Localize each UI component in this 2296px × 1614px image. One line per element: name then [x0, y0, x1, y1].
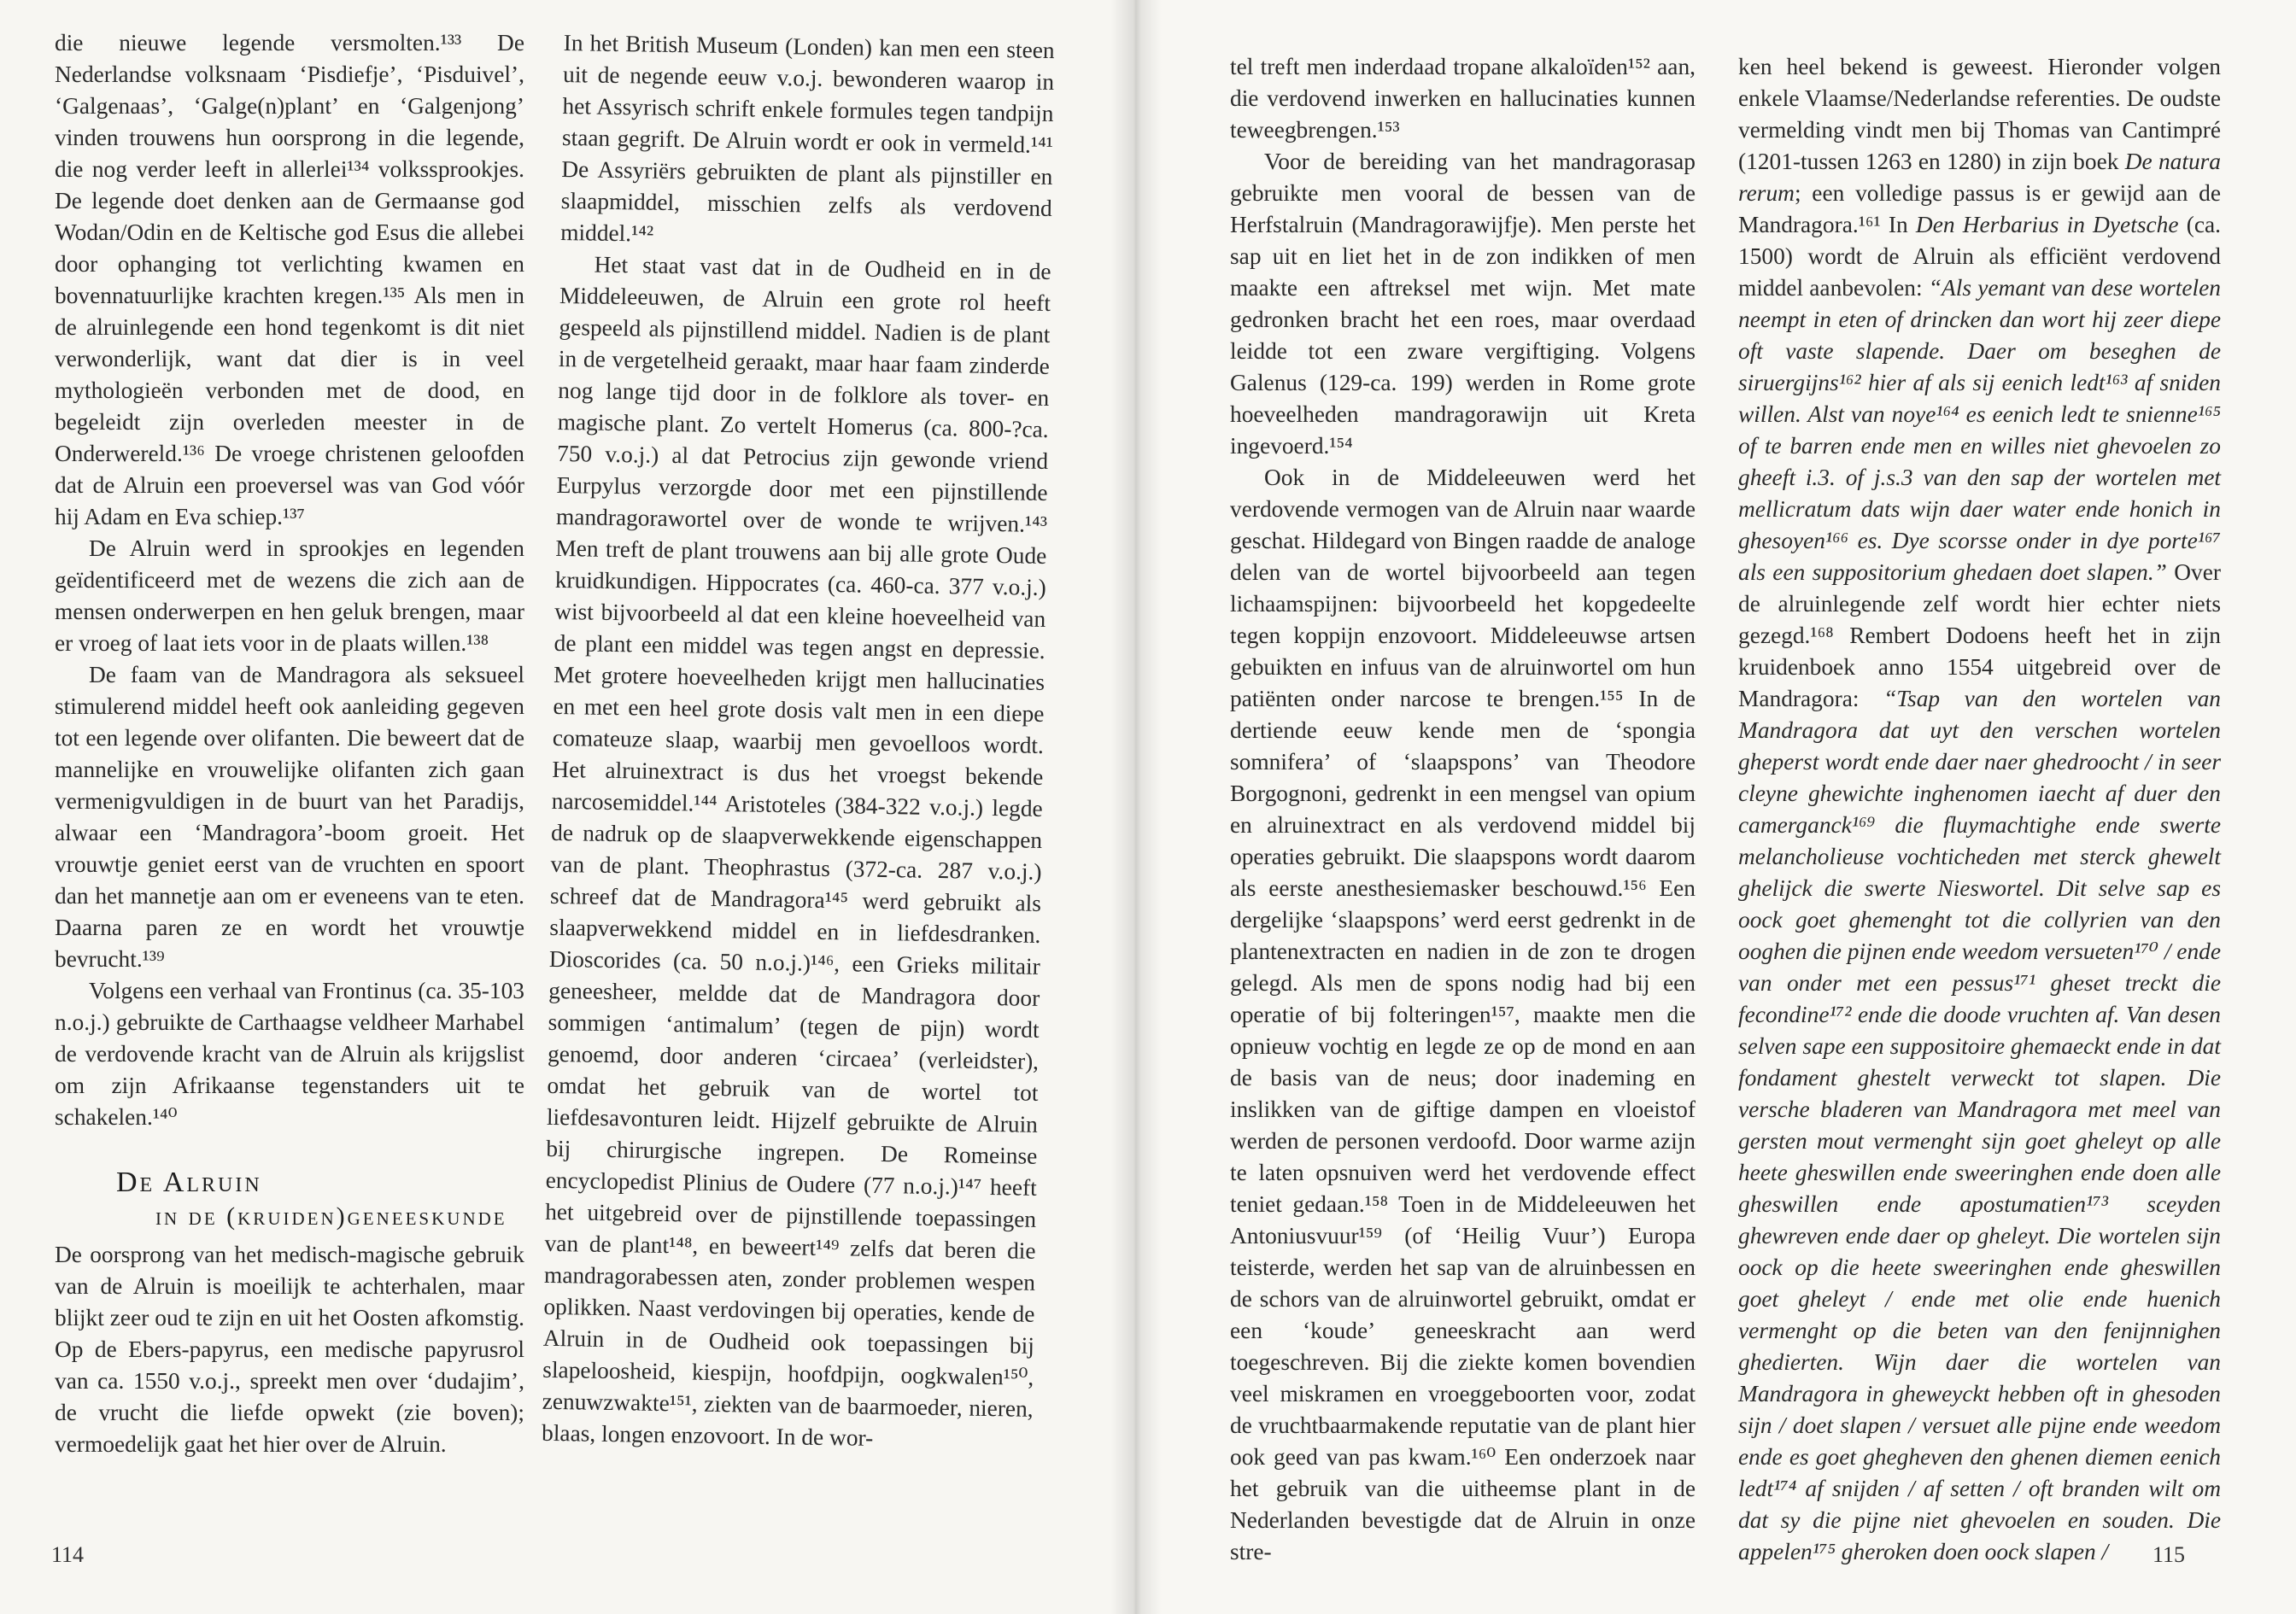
- section-heading-line2: in de (kruiden)geneeskunde: [155, 1202, 507, 1231]
- text-run: ; een volledige passus is er gewijd aan de Mandragora.¹⁶¹ In: [1738, 180, 2221, 237]
- right-page: [1136, 0, 2296, 1614]
- section-heading-line1: De Alruin: [116, 1167, 262, 1198]
- text-run: Over de alruinlegende zelf wordt hier echter niets gezegd.¹⁶⁸ Rembert Dodoens heeft het in zijn kruidenboek anno 1554 uitgebreid over de Mandragora:: [1738, 559, 2221, 711]
- page-number-left: 114: [51, 1542, 85, 1567]
- left-column-1: [55, 27, 524, 1513]
- paragraph: [1738, 51, 2221, 1568]
- paragraph: Volgens een verhaal van Frontinus (ca. 35-103 n.o.j.) gebruikte de Carthaagse veldheer Marhabel de verdovende kracht van de Alruin als krijgslist om zijn Afrikaanse tegenstanders uit te schakelen.¹⁴⁰: [55, 978, 524, 1130]
- page-number-right: 115: [2152, 1542, 2185, 1567]
- paragraph: Voor de bereiding van het mandragorasap gebruikte men vooral de bessen van de Herfstalruin (Mandragorawijfje). Men perste het sap uit en liet het in de zon indikken of men maakte een aftreksel met wijn. Met mate gedronken bracht het een roes, maar overdaad leidde tot een zware vergiftiging. Volgens Galenus (129-ca. 199) werden in Rome grote hoeveelheden mandragorawijn uit Kreta ingevoerd.¹⁵⁴: [1230, 149, 1696, 459]
- paragraph: Ook in de Middeleeuwen werd het verdovende vermogen van de Alruin naar waarde geschat. Hildegard von Bingen raadde de analoge delen van de wortel bijvoorbeeld aan tegen lichaamspijnen: bijvoorbeeld het kopgedeelte tegen koppijn enzovoort. Middeleeuwse artsen gebuikten en infuus van de alruinwortel om hun patiënten onder narcose te brengen.¹⁵⁵ In de dertiende eeuw kende men de ‘spongia somnifera’ of ‘slaapspons’ van Theodore Borgognoni, gedrenkt in een mengsel van opium en alruinextract en als verdovend middel bij operaties gebruikt. Die slaapspons wordt daarom als eerste anesthesiemasker beschouwd.¹⁵⁶ Een dergelijke ‘slaapspons’ werd eerst gedrenkt in de plantenextracten en nadien in de zon te drogen gelegd. Als men de spons nodig had bij een operatie of bij folteringen¹⁵⁷, maakte men die opnieuw vochtig en legde ze op de mond en aan de basis van de neus; door inademing en inslikken van de giftige dampen en vloeistof werden de personen verdoofd. Door warme azijn te laten opsnuiven werd het verdovende effect teniet gedaan.¹⁵⁸ Toen in de Middeleeuwen het Antoniusvuur¹⁵⁹ (of ‘Heilig Vuur’) Europa teisterde, werden het sap van de alruinbessen en de schors van de alruinwortel gebruikt, omdat er een ‘koude’ geneeskracht aan werd toegeschreven. Bij die ziekte komen bovendien veel miskramen en vroeggeboorten voor, zodat de vruchtbaarmakende reputatie van de plant hier ook geed van pas kwam.¹⁶⁰ Een onderzoek naar het gebruik van die uitheemse plant in de Nederlanden bevestigde dat de Alruin in onze stre-: [1230, 465, 1696, 1564]
- text-run: (ca. 1500) wordt de Alruin als efficiënt verdovend middel aanbevolen:: [1738, 212, 2221, 301]
- right-column-1: [1230, 51, 1696, 1564]
- left-page: [0, 0, 1136, 1614]
- left-column-2: [541, 27, 1055, 1521]
- text-run: ken heel bekend is geweest. Hieronder volgen enkele Vlaamse/Nederlandse referenties. De oudste vermelding vindt men bij Thomas van Cantimpré (1201-tussen 1263 en 1280) in zijn boek: [1738, 54, 2221, 174]
- paragraph: die nieuwe legende versmolten.¹³³ De Nederlandse volksnaam ‘Pisdiefje’, ‘Pisduivel’, ‘Galgenaas’, ‘Galge(n)plant’ en ‘Galgenjong’ vinden trouwens hun oorsprong in die legende, die nog verder leeft in allerlei¹³⁴ volkssprookjes. De legende doet denken aan de Germaanse god Wodan/Odin en de Keltische god Esus die allebei door ophanging tot verlichting kwamen en bovennatuurlijke krachten kregen.¹³⁵ Als men in de alruinlegende een hond tegenkomt is dit niet verwonderlijk, want dat dier is in veel mythologieën verbonden met de dood, en begeleidt zijn overleden meester in de Onderwereld.¹³⁶ De vroege christenen geloofden dat de Alruin een proeversel was van God vóór hij Adam en Eva schiep.¹³⁷: [55, 30, 524, 529]
- paragraph: De faam van de Mandragora als seksueel stimulerend middel heeft ook aanleiding gegeven tot een legende over olifanten. Die beweert dat de mannelijke en vrouwelijke olifanten zich gaan vermenigvuldigen in de buurt van het Paradijs, alwaar een ‘Mandragora’-boom groeit. Het vrouwtje geniet eerst van de vruchten en spoort dan het mannetje aan om er eveneens van te eten. Daarna paren ze en wordt het vrouwtje bevrucht.¹³⁹: [55, 662, 524, 972]
- book-title: De natura rerum: [1738, 149, 2222, 206]
- paragraph: De oorsprong van het medisch-magische gebruik van de Alruin is moeilijk te achterhalen, maar blijkt zeer oud te zijn en uit het Oosten afkomstig. Op de Ebers-papyrus, een medische papyrusrol van ca. 1550 v.o.j., spreekt men over ‘dudajim’, de vrucht die liefde opwekt (zie boven); vermoedelijk gaat het hier over de Alruin.: [55, 1242, 524, 1457]
- paragraph: De Alruin werd in sprookjes en legenden geïdentificeerd met de wezens die zich aan de mensen onderwerpen en hen geluk brengen, maar er vroeg of laat iets voor in de plaats willen.¹³⁸: [55, 535, 524, 656]
- paragraph: In het British Museum (Londen) kan men een steen uit de negende eeuw v.o.j. bewonderen waarop in het Assyrisch schrift enkele formules tegen tandpijn staan gegrift. De Alruin wordt er ook in vermeld.¹⁴¹ De Assyriërs gebruikten de plant als pijnstiller en slaapmiddel, misschien zelfs als verdovend middel.¹⁴²: [559, 29, 1055, 247]
- section-heading: [55, 1166, 524, 1234]
- book-title: Den Herbarius in Dyetsche: [1915, 212, 2179, 237]
- paragraph: Het staat vast dat in de Oudheid en in de Middeleeuwen, de Alruin een grote rol heeft gespeeld als pijnstillend middel. Nadien is de plant in de vergetelheid geraakt, maar haar faam zinderde nog lange tijd door in de folklore als tover- en magische plant. Zo vertelt Homerus (ca. 800-?ca. 750 v.o.j.) al dat Petrocius zijn gewonde vriend Eurpylus verzorgde door met een pijnstillende mandragorawortel over de wonde te wrijven.¹⁴³ Men treft de plant trouwens aan bij alle grote Oude kruidkundigen. Hippocrates (ca. 460-ca. 377 v.o.j.) wist bijvoorbeeld al dat een kleine hoeveelheid van de plant een middel was tegen angst en depressie. Met grotere hoeveelheden krijgt men hallucinaties en met een heel grote dosis valt men in een diepe comateuze slaap, waarbij men gevoelloos wordt. Het alruinextract is dus het vroegst bekende narcosemiddel.¹⁴⁴ Aristoteles (384-322 v.o.j.) legde de nadruk op de slaapverwekkende eigenschappen van de plant. Theophrastus (372-ca. 287 v.o.j.) schreef dat de Mandragora¹⁴⁵ werd gebruikt als slaapverwekkend middel en in liefdesdranken. Dioscorides (ca. 50 n.o.j.)¹⁴⁶, een Grieks militair geneesheer, meldde dat de Mandragora door sommigen ‘antimalum’ (tegen de pijn) wordt genoemd, door anderen ‘circaea’ (verleidster), omdat het gebruik van de wortel tot liefdesavonturen leidt. Hijzelf gebruikte de Alruin bij chirurgische ingrepen. De Romeinse encyclopedist Plinius de Oudere (77 n.o.j.)¹⁴⁷ heeft het uitgebreid over de pijnstillende toepassingen van de plant¹⁴⁸, en beweert¹⁴⁹ zelfs dat beren die mandragorabessen aten, zonder problemen wespen oplikken. Naast verdovingen bij operaties, kende de Alruin in de Oudheid ook toepassingen bij slapeloosheid, kiespijn, hoofdpijn, oogkwalen¹⁵⁰, zenuwzwakte¹⁵¹, ziekten van de baarmoeder, nieren, blaas, longen enzovoort. In de wor-: [541, 251, 1051, 1451]
- quotation: “Als yemant van dese wortelen neempt in eten of drincken dan wort hij zeer diepe oft vaste slapende. Daer om beseghen de siruergijns¹⁶² hier af als sij eenich ledt¹⁶³ af sniden willen. Alst van noye¹⁶⁴ es eenich ledt te snienne¹⁶⁵ of te barren ende men en willes niet ghevoelen zo gheeft i.3. of j.s.3 van den sap der wortelen met mellicratum dats wijn daer water ende honich in ghesoyen¹⁶⁶ es. Dye scorsse onder in dye porte¹⁶⁷ als een suppositorium ghedaen doet slapen.”: [1738, 275, 2221, 585]
- paragraph: tel treft men inderdaad tropane alkaloïden¹⁵² aan, die verdovend inwerken en hallucinaties kunnen teweegbrengen.¹⁵³: [1230, 54, 1696, 143]
- quotation: “Tsap van den wortelen van Mandragora dat uyt den verschen wortelen gheperst wordt ende daer naer ghedroocht / in seer cleyne ghewichte inghenomen iaecht af duer den camerganck¹⁶⁹ die fluymachtighe ende swerte melancholieuse vochticheden met sterck ghewelt ghelijck die swerte Nieswortel. Dit selve sap es oock goet ghemenght tot die collyrien van den ooghen die pijnen ende weedom versueten¹⁷⁰ / ende van onder met een pessus¹⁷¹ gheset treckt die fecondine¹⁷² ende die doode vruchten af. Van desen selven sape een suppositoire ghemaeckt ende in dat fondament ghestelt verweckt tot slapen. Die versche bladeren van Mandragora met meel van gersten mout vermenght sijn goet gheleyt op alle heete gheswillen ende sweeringhen ende doen alle gheswillen ende apostumatien¹⁷³ sceyden ghewreven ende daer op gheleyt. Die wortelen sijn oock op die heete sweeringhen ende gheswillen goet gheleyt / ende met olie ende huenich vermenght op die beten van den fenijnnighen ghedierten. Wijn daer die wortelen van Mandragora in gheweyckt hebben oft in ghesoden sijn / doet slapen / versuet alle pijne ende weedom ende es goet ghegheven den ghenen diemen eenich ledt¹⁷⁴ af snijden / af setten / oft branden wilt om dat sy die pijne niet ghevoelen en souden. Die appelen¹⁷⁵ gheroken doen oock slapen /: [1738, 686, 2222, 1564]
